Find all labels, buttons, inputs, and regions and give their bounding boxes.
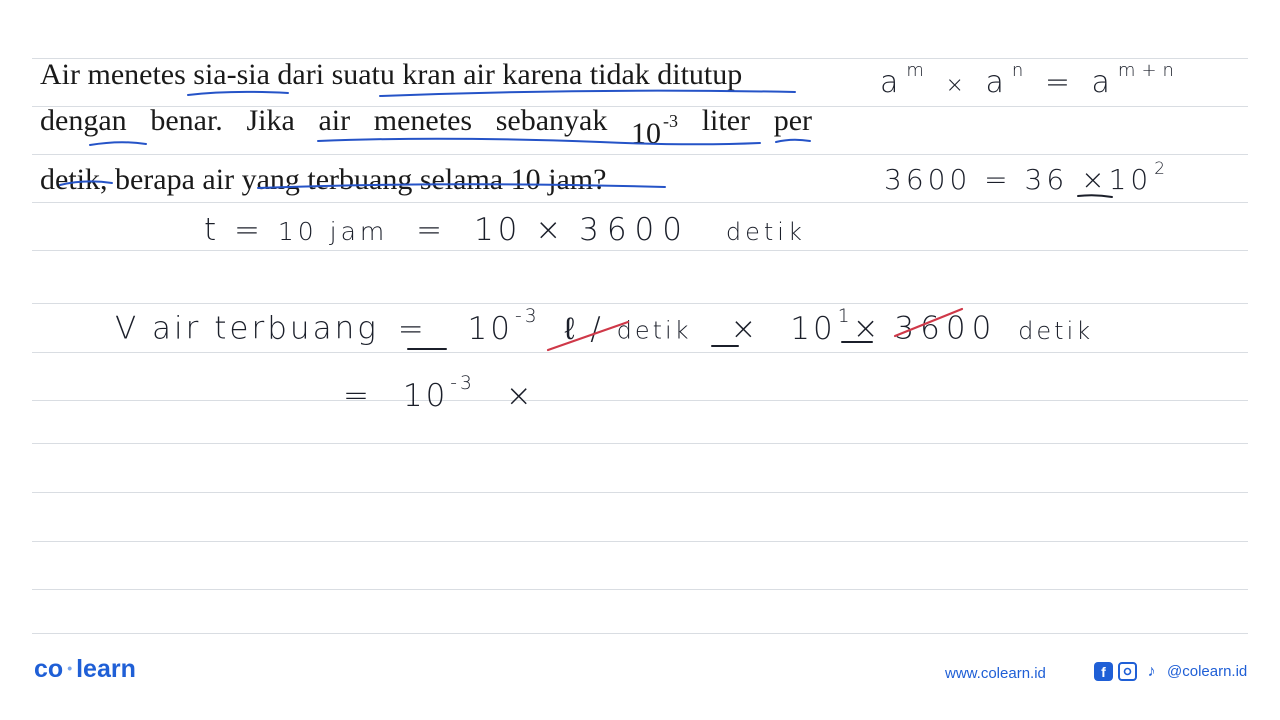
- ruled-line: [32, 589, 1248, 590]
- question-word: Jika: [246, 104, 295, 137]
- question-line-3: detik, berapa air yang terbuang selama 10 jam?: [40, 163, 607, 197]
- note-exponent-rule: a $^m$ × a $^n$ = a $^{m+n}$: [880, 60, 1180, 101]
- question-word: menetes: [373, 104, 473, 137]
- question-word: per: [773, 104, 812, 137]
- ruled-line: [32, 443, 1248, 444]
- question-word: benar.: [150, 104, 223, 137]
- tiktok-icon[interactable]: ♪: [1147, 662, 1156, 680]
- question-power: 10 $^{-3}$: [631, 111, 679, 151]
- ruled-line: [32, 400, 1248, 401]
- note-time-line: t = 10 jam = 10 × 3600 detik: [204, 212, 806, 248]
- question-word: liter: [701, 104, 751, 137]
- facebook-icon[interactable]: f: [1094, 662, 1113, 681]
- ruled-line: [32, 352, 1248, 353]
- website-link[interactable]: www.colearn.id: [945, 665, 1046, 682]
- question-word: sebanyak: [495, 104, 608, 137]
- note-volume-line-1: V air terbuang = 10 $^{-3}$ ℓ / detik × 10 $^1$× 3600 detik: [115, 306, 1094, 347]
- social-links: [1094, 662, 1247, 681]
- question-line-1: Air menetes sia-sia dari suatu kran air karena tidak ditutup: [40, 58, 743, 91]
- ruled-line: [32, 541, 1248, 542]
- question-text: [40, 52, 812, 203]
- question-line-2: [40, 98, 812, 157]
- question-word: dengan: [40, 104, 127, 137]
- ruled-line: [32, 250, 1248, 251]
- note-volume-line-2: = 10 $^{-3}$ ×: [343, 373, 535, 414]
- social-handle[interactable]: @colearn.id: [1167, 663, 1248, 680]
- ruled-line: [32, 633, 1248, 634]
- instagram-icon[interactable]: [1118, 662, 1137, 681]
- colearn-logo[interactable]: co • learn: [34, 655, 136, 683]
- ruled-line: [32, 492, 1248, 493]
- question-word: air: [318, 104, 351, 137]
- ruled-line: [32, 303, 1248, 304]
- note-conversion: 3600 = 36 ×10 $^2$: [884, 158, 1169, 197]
